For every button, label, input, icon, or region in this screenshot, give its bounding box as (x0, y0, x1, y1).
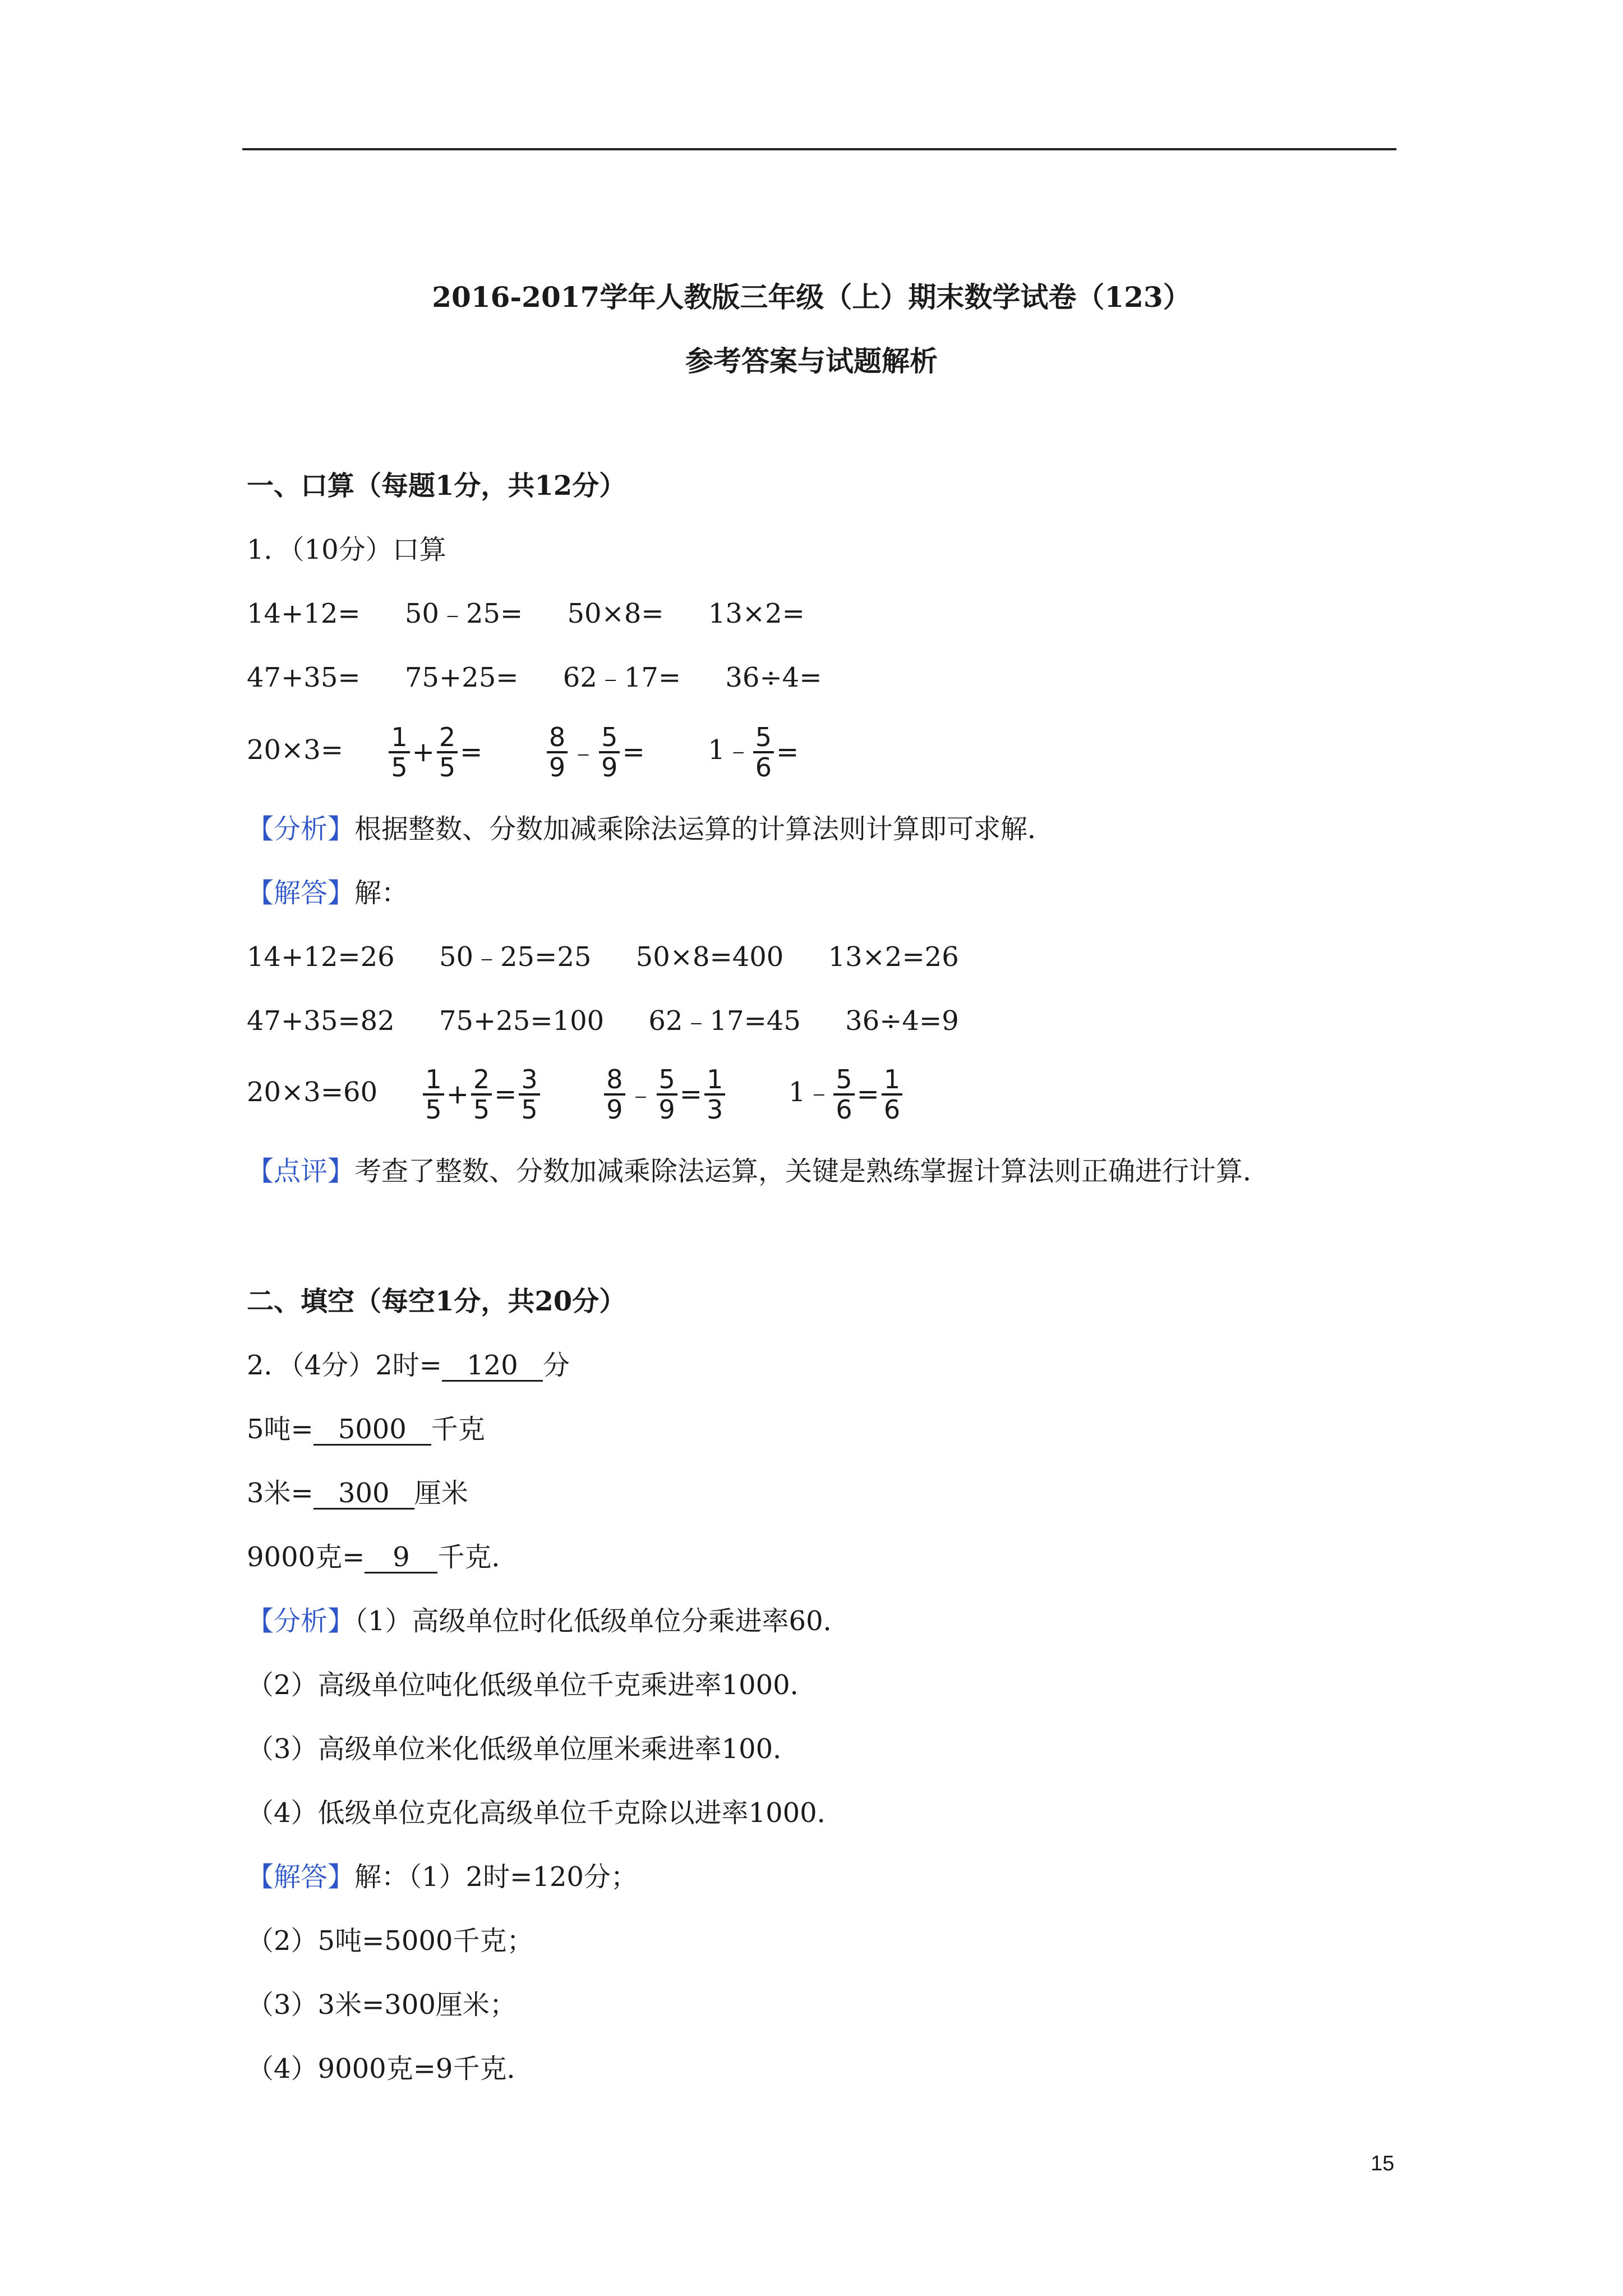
question-2-line-1: 2．（4分）2时= 120 分 (247, 1350, 570, 1381)
section2-heading: 二、填空（每空1分，共20分） (247, 1286, 626, 1317)
answer-text: 解： (354, 877, 409, 909)
question-2-line-4: 9000克= 9 千克． (247, 1542, 519, 1573)
answer-blank: 120 (442, 1351, 543, 1382)
answer-tag: 【解答】 (247, 877, 355, 909)
expr: 36÷4=9 (845, 1005, 959, 1037)
fraction: $\frac{5}{9}$ (599, 723, 620, 781)
answer-row-1 (247, 940, 959, 974)
expr: 20×3= (247, 734, 344, 766)
expr: 75+25= (404, 662, 519, 693)
comment-text: 考查了整数、分数加减乘除法运算，关键是熟练掌握计算法则正确进行计算． (354, 1156, 1270, 1187)
fraction: $\frac{5}{9}$ (657, 1065, 677, 1124)
analysis-line (247, 812, 1054, 846)
fraction: $\frac{8}{9}$ (547, 723, 568, 781)
question-2-line-2: 5吨= 5000 千克 (247, 1414, 485, 1445)
fraction: $\frac{1}{6}$ (882, 1065, 902, 1124)
fraction: $\frac{5}{6}$ (753, 723, 774, 781)
analysis-text: 根据整数、分数加减乘除法运算的计算法则计算即可求解． (354, 813, 1055, 845)
section1-heading: 一、口算（每题1分，共12分） (247, 470, 626, 501)
expr: 50×8=400 (635, 941, 784, 973)
expr: 14+12= (247, 598, 361, 629)
fraction: $\frac{1}{3}$ (704, 1065, 725, 1124)
expr: 13×2=26 (828, 941, 959, 973)
header-rule (242, 148, 1396, 150)
analysis-line: （2）高级单位吨化低级单位千克乘进率1000． (247, 1669, 817, 1701)
question-row-2 (247, 661, 822, 694)
expr: 20×3=60 (247, 1076, 378, 1108)
expr: 62﹣17= (562, 662, 681, 693)
analysis-line: （3）高级单位米化低级单位厘米乘进率100． (247, 1733, 800, 1765)
expr: 62﹣17=45 (648, 1005, 801, 1037)
expr: 50﹣25=25 (439, 941, 592, 973)
analysis-tag: 【分析】 (247, 1605, 355, 1637)
fraction: $\frac{2}{5}$ (437, 723, 458, 781)
answer-line: （2）5吨=5000千克； (247, 1925, 534, 1957)
answer-line: （3）3米=300厘米； (247, 1989, 517, 2021)
answer-blank: 9 (365, 1543, 437, 1573)
fraction: $\frac{2}{5}$ (471, 1065, 492, 1124)
answer-tag: 【解答】 (247, 1861, 355, 1893)
question-2-line-3: 3米= 300 厘米 (247, 1478, 468, 1509)
comment-line (247, 1154, 1270, 1188)
fraction: $\frac{1}{5}$ (423, 1065, 444, 1124)
answer-line (247, 876, 408, 910)
answer-row-3: 20×3=60 $\frac{1}{5}$ + $\frac{2}{5}$ = $\frac{3}{5}$ $\frac{8}{9}$ ﹣ $\frac{5}{9}$ = $\frac{1}{3}$ 1﹣ $\frac{5}{6}$ = $\frac{1}{6}$ (247, 1061, 903, 1123)
analysis-line (247, 1604, 850, 1638)
expr: 14+12=26 (247, 941, 395, 973)
answer-line: （4）9000克=9千克． (247, 2053, 534, 2085)
expr: 75+25=100 (439, 1005, 605, 1037)
question-row-1 (247, 597, 805, 631)
answer-blank: 5000 (313, 1415, 431, 1446)
exam-subtitle: 参考答案与试题解析 (685, 344, 938, 378)
answer-row-2 (247, 1004, 959, 1038)
expr: 50×8= (567, 598, 664, 629)
comment-tag: 【点评】 (247, 1156, 355, 1187)
fraction: $\frac{8}{9}$ (604, 1065, 625, 1124)
expr: 1﹣ (708, 734, 752, 766)
expr: 50﹣25= (404, 598, 523, 629)
answer-text: 解：（1）2时=120分； (354, 1861, 638, 1893)
expr: 13×2= (708, 598, 805, 629)
expr: 1﹣ (788, 1076, 833, 1108)
fraction: $\frac{3}{5}$ (519, 1065, 540, 1124)
analysis-text: （1）高级单位时化低级单位分乘进率60． (354, 1605, 850, 1637)
question-1-label: 1．（10分）口算 (247, 534, 446, 565)
analysis-tag: 【分析】 (247, 813, 355, 845)
expr: 36÷4= (725, 662, 822, 693)
question-row-3: 20×3= $\frac{1}{5}$ + $\frac{2}{5}$ = $\frac{8}{9}$ ﹣ $\frac{5}{9}$ = 1﹣ $\frac{5}{6}$ = (247, 721, 799, 783)
expr: 47+35=82 (247, 1005, 395, 1037)
answer-line (247, 1860, 638, 1894)
answer-blank: 300 (313, 1479, 414, 1510)
analysis-line: （4）低级单位克化高级单位千克除以进率1000． (247, 1797, 844, 1829)
fraction: $\frac{1}{5}$ (389, 723, 409, 781)
exam-title: 2016-2017学年人教版三年级（上）期末数学试卷（123） (432, 280, 1191, 314)
fraction: $\frac{5}{6}$ (833, 1065, 854, 1124)
page-number: 15 (1371, 2152, 1395, 2175)
expr: 47+35= (247, 662, 361, 693)
